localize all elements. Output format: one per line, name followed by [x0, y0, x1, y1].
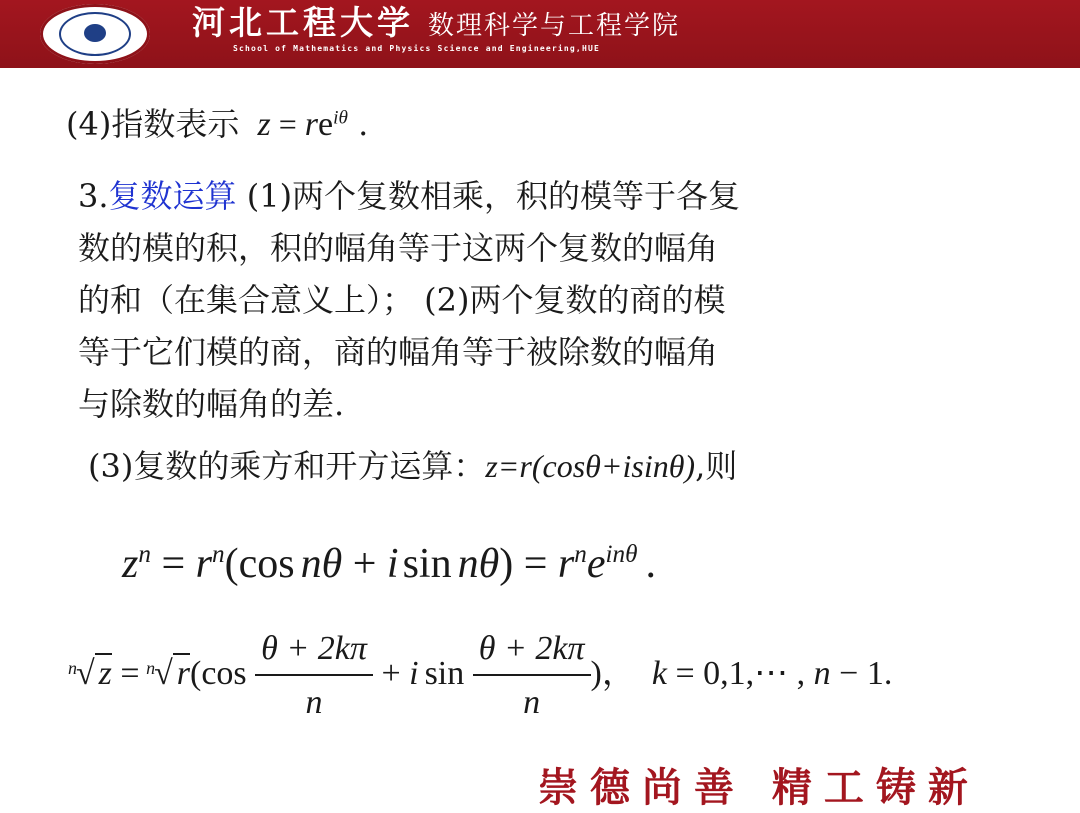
exp-prefix: (4)指数表示 [66, 105, 240, 143]
f2-denominator-1: n [305, 684, 323, 721]
f1-r-n-sup: n [212, 541, 225, 568]
f2-r: r [173, 653, 190, 692]
exponential-form-line [66, 98, 368, 151]
f1-open-cos: (cos [224, 541, 295, 587]
f1-r-2: r [557, 541, 575, 587]
fraction-2 [473, 628, 591, 724]
nth-root-z: n √ z [70, 653, 112, 695]
university-name: 河北工程大学 [192, 3, 414, 42]
f1-end: . [645, 541, 656, 587]
f2-numerator-1: θ + 2kπ [255, 628, 373, 676]
f1-e: e [586, 541, 606, 587]
college-english-name: School of Mathematics and Physics Science and Engineering,HUE [233, 44, 601, 53]
f2-range: = 0,1,⋯ , [666, 654, 814, 692]
power-root-line [88, 440, 737, 492]
exp-end: . [347, 105, 369, 143]
f2-open-cos: (cos [190, 654, 247, 692]
f2-denominator-2: n [523, 684, 541, 721]
polar-form-formula: z=r(cosθ+isinθ) [485, 448, 696, 484]
f1-ntheta-2: nθ [457, 541, 500, 587]
f2-close: )， [590, 654, 636, 692]
nth-root-formula [70, 628, 892, 724]
header-banner [0, 0, 1080, 68]
ops-line-2: 数的模的积，积的幅角等于这两个复数的幅角 [78, 229, 719, 267]
ops-number: 3. [78, 177, 109, 215]
de-moivre-formula [122, 534, 656, 594]
f1-exp: inθ [605, 541, 638, 568]
f1-n-sup: n [138, 541, 151, 568]
ops-line-1 [78, 170, 740, 222]
f2-plus: + [381, 654, 401, 692]
f2-z: z [95, 653, 112, 692]
college-name: 数理科学与工程学院 [428, 11, 681, 41]
f2-index-1: n [68, 657, 77, 678]
ops-line-4: 等于它们模的商，商的幅角等于被除数的幅角 [78, 333, 719, 371]
university-motto: 崇德尚善 精工铸新 [538, 764, 980, 811]
power-root-prefix: (3)复数的乘方和开方运算： [88, 447, 486, 485]
f2-numerator-2: θ + 2kπ [473, 628, 591, 676]
f1-r2-n-sup: n [574, 541, 587, 568]
power-root-suffix: ,则 [695, 447, 738, 485]
nth-root-r: n √ r [148, 653, 190, 695]
exp-z: z [257, 106, 271, 143]
f2-sin: sin [424, 654, 465, 692]
f1-z: z [122, 541, 139, 587]
f2-k: k [651, 654, 667, 692]
f1-eq: = [150, 541, 196, 587]
f1-r: r [195, 541, 212, 587]
ops-title: 复数运算 [108, 177, 237, 215]
f1-i: i [386, 541, 399, 587]
exp-r: r [304, 106, 319, 143]
f1-plus: + [342, 541, 387, 587]
exp-sup: iθ [333, 107, 348, 129]
fraction-1 [255, 628, 373, 724]
f1-sin: sin [402, 541, 452, 587]
f1-ntheta-1: nθ [300, 541, 343, 587]
f2-i: i [409, 654, 419, 692]
ops-line-3: 的和（在集合意义上）； (2)两个复数的商的模 [78, 281, 726, 319]
university-emblem-icon [40, 4, 150, 64]
f2-n: n [813, 654, 831, 692]
ops-line-5: 与除数的幅角的差. [78, 385, 345, 423]
f1-close: ) = [499, 541, 558, 587]
ops-text-1: (1)两个复数相乘，积的模等于各复 [236, 177, 741, 215]
f2-index-2: n [146, 657, 156, 678]
f2-eq: = [111, 654, 149, 692]
exp-eq: = [270, 106, 305, 142]
f2-tail: − 1. [830, 654, 893, 692]
exp-e: e [318, 106, 334, 143]
header-title [192, 5, 680, 44]
